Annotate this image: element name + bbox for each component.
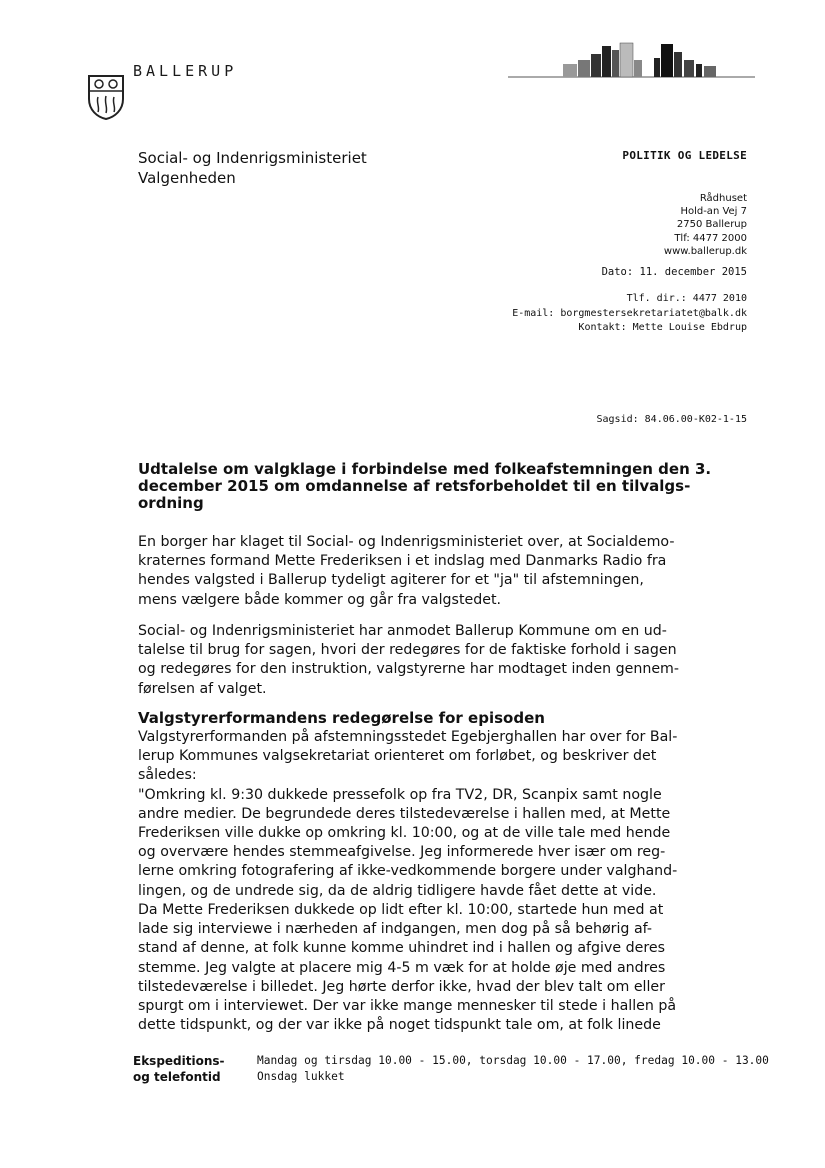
text-line: En borger har klaget til Social- og Indenrigsministeriet over, at Socialdemo-	[138, 534, 675, 550]
text-line: tilstedeværelse i billedet. Jeg hørte derfor ikke, hvad der blev talt om eller	[138, 978, 665, 995]
text-line: lingen, og de undrede sig, da de aldrig tidligere havde fået dette at vide.	[138, 882, 657, 899]
title-line: december 2015 om omdannelse af retsforbeholdet til en tilvalgs-	[138, 477, 691, 495]
recipient-line: Valgenheden	[138, 169, 236, 187]
address-line: Hold-an Vej 7	[680, 206, 747, 218]
paragraph-account	[138, 728, 738, 901]
text-line: spurgt om i interviewet. Der var ikke mange mennesker til stede i hallen på	[138, 998, 677, 1015]
contact-block	[512, 292, 747, 336]
paragraph-interview	[138, 901, 738, 1035]
footer-label-line: og telefontid	[133, 1070, 221, 1084]
title-line: Udtalelse om valgklage i forbindelse med folkeafstemningen den 3.	[138, 460, 712, 478]
text-line: således:	[138, 767, 197, 784]
text-line: "Omkring kl. 9:30 dukkede pressefolk op fra TV2, DR, Scanpix samt nogle	[138, 786, 662, 803]
municipality-name: BALLERUP	[133, 62, 238, 80]
letter-title	[138, 461, 718, 512]
address-phone: Tlf: 4477 2000	[674, 232, 747, 244]
text-line: andre medier. De begrundede deres tilstedeværelse i hallen med, at Mette	[138, 805, 671, 822]
section-heading: Valgstyrerformandens redegørelse for episoden	[138, 709, 545, 727]
footer-hours	[257, 1053, 769, 1085]
text-line: dette tidspunkt, og der var ikke på noget tidspunkt tale om, at folk linede	[138, 1017, 661, 1034]
contact-person: Kontakt: Mette Louise Ebdrup	[578, 322, 747, 333]
paragraph-request	[138, 622, 738, 699]
text-line: lade sig interviewe i nærheden af indgangen, men dog på så behørig af-	[138, 921, 652, 938]
paragraph-complaint	[138, 533, 738, 610]
recipient-block	[138, 148, 367, 188]
text-line: og redegøres for den instruktion, valgstyrerne har modtaget inden gennem-	[138, 661, 680, 678]
text-line: førelsen af valget.	[138, 680, 267, 697]
text-line: stand af denne, at folk kunne komme uhindret ind i hallen og afgive deres	[138, 940, 665, 957]
contact-email: E-mail: borgmestersekretariatet@balk.dk	[512, 307, 747, 319]
text-line: kraternes formand Mette Frederiksen i et indslag med Danmarks Radio fra	[138, 553, 667, 570]
sender-address	[664, 192, 747, 258]
case-id: Sagsid: 84.06.00-K02-1-15	[596, 414, 747, 425]
title-line: ordning	[138, 494, 204, 512]
text-line: Da Mette Frederiksen dukkede op lidt efter kl. 10:00, startede hun med at	[138, 902, 664, 918]
footer-hours-line: Mandag og tirsdag 10.00 - 15.00, torsdag 10.00 - 17.00, fredag 10.00 - 13.00	[257, 1054, 769, 1067]
text-line: talelse til brug for sagen, hvori der redegøres for de faktiske forhold i sagen	[138, 642, 677, 659]
department-name: POLITIK OG LEDELSE	[622, 149, 747, 162]
text-line: lerne omkring fotografering af ikke-vedkommende borgere under valghand-	[138, 863, 678, 880]
text-line: Frederiksen ville dukke op omkring kl. 10:00, og at de ville tale med hende	[138, 825, 671, 842]
skyline-logo-icon	[508, 40, 755, 80]
letter-date: Dato: 11. december 2015	[601, 266, 747, 278]
address-website: www.ballerup.dk	[663, 245, 747, 257]
text-line: Valgstyrerformanden på afstemningsstedet Egebjerghallen har over for Bal-	[138, 729, 678, 745]
direct-phone: Tlf. dir.: 4477 2010	[626, 293, 747, 304]
address-line: 2750 Ballerup	[676, 219, 747, 231]
address-line: Rådhuset	[699, 193, 747, 204]
footer-label	[133, 1053, 225, 1085]
text-line: og overvære hendes stemmeafgivelse. Jeg informerede hver især om reg-	[138, 844, 666, 861]
text-line: hendes valgsted i Ballerup tydeligt agiterer for et "ja" til afstemningen,	[138, 572, 644, 589]
text-line: mens vælgere både kommer og går fra valgstedet.	[138, 591, 502, 608]
footer-hours-line: Onsdag lukket	[257, 1070, 345, 1083]
coat-of-arms-icon	[86, 73, 126, 121]
text-line: lerup Kommunes valgsekretariat orienteret om forløbet, og beskriver det	[138, 748, 657, 765]
recipient-line: Social- og Indenrigsministeriet	[138, 149, 367, 167]
text-line: Social- og Indenrigsministeriet har anmodet Ballerup Kommune om en ud-	[138, 623, 667, 639]
text-line: stemme. Jeg valgte at placere mig 4-5 m væk for at holde øje med andres	[138, 959, 666, 976]
footer-label-line: Ekspeditions-	[133, 1054, 225, 1068]
